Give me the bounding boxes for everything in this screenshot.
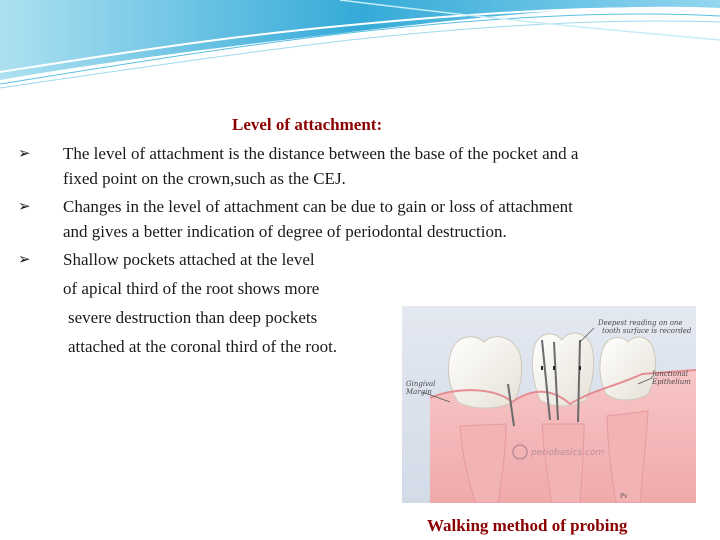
bullet-3-line-2: of apical third of the root shows more	[63, 279, 320, 298]
arrow-bullet-icon: ➢	[18, 144, 31, 162]
bullet-3-line-3: severe destruction than deep pockets	[68, 308, 318, 327]
bullet-3-line-1: Shallow pockets attached at the level	[63, 250, 315, 269]
label-gingival-line-1: Gingival	[406, 380, 436, 388]
bullet-1-line-1: The level of attachment is the distance between the base of the pocket and a	[63, 144, 579, 163]
bullet-2-line-1: Changes in the level of attachment can be due to gain or loss of attachment	[63, 197, 573, 216]
figure-caption: Walking method of probing	[427, 516, 628, 535]
slide-title: Level of attachment:	[232, 115, 383, 134]
bullet-2-line-2: and gives a better indication of degree of periodontal destruction.	[63, 222, 507, 241]
label-deepest-line-2: tooth surface is recorded	[602, 327, 692, 335]
header-wave-decoration	[0, 0, 720, 90]
arrow-bullet-icon: ➢	[18, 197, 31, 215]
watermark-text: periobasics.com	[531, 448, 605, 458]
tooth-right	[600, 337, 656, 400]
label-junctional-line-2: Epithelium	[652, 378, 691, 386]
label-gingival-line-2: Margin	[406, 388, 432, 396]
bullet-1-line-2: fixed point on the crown,such as the CEJ.	[63, 169, 346, 188]
label-deepest-line-1: Deepest reading on one	[598, 319, 683, 327]
probing-illustration	[402, 306, 696, 503]
signature-mark: Pv	[620, 493, 628, 500]
arrow-bullet-icon: ➢	[18, 250, 31, 268]
label-junctional-line-1: Junctional	[652, 370, 688, 378]
bullet-3-line-4: attached at the coronal third of the root.	[68, 337, 338, 356]
